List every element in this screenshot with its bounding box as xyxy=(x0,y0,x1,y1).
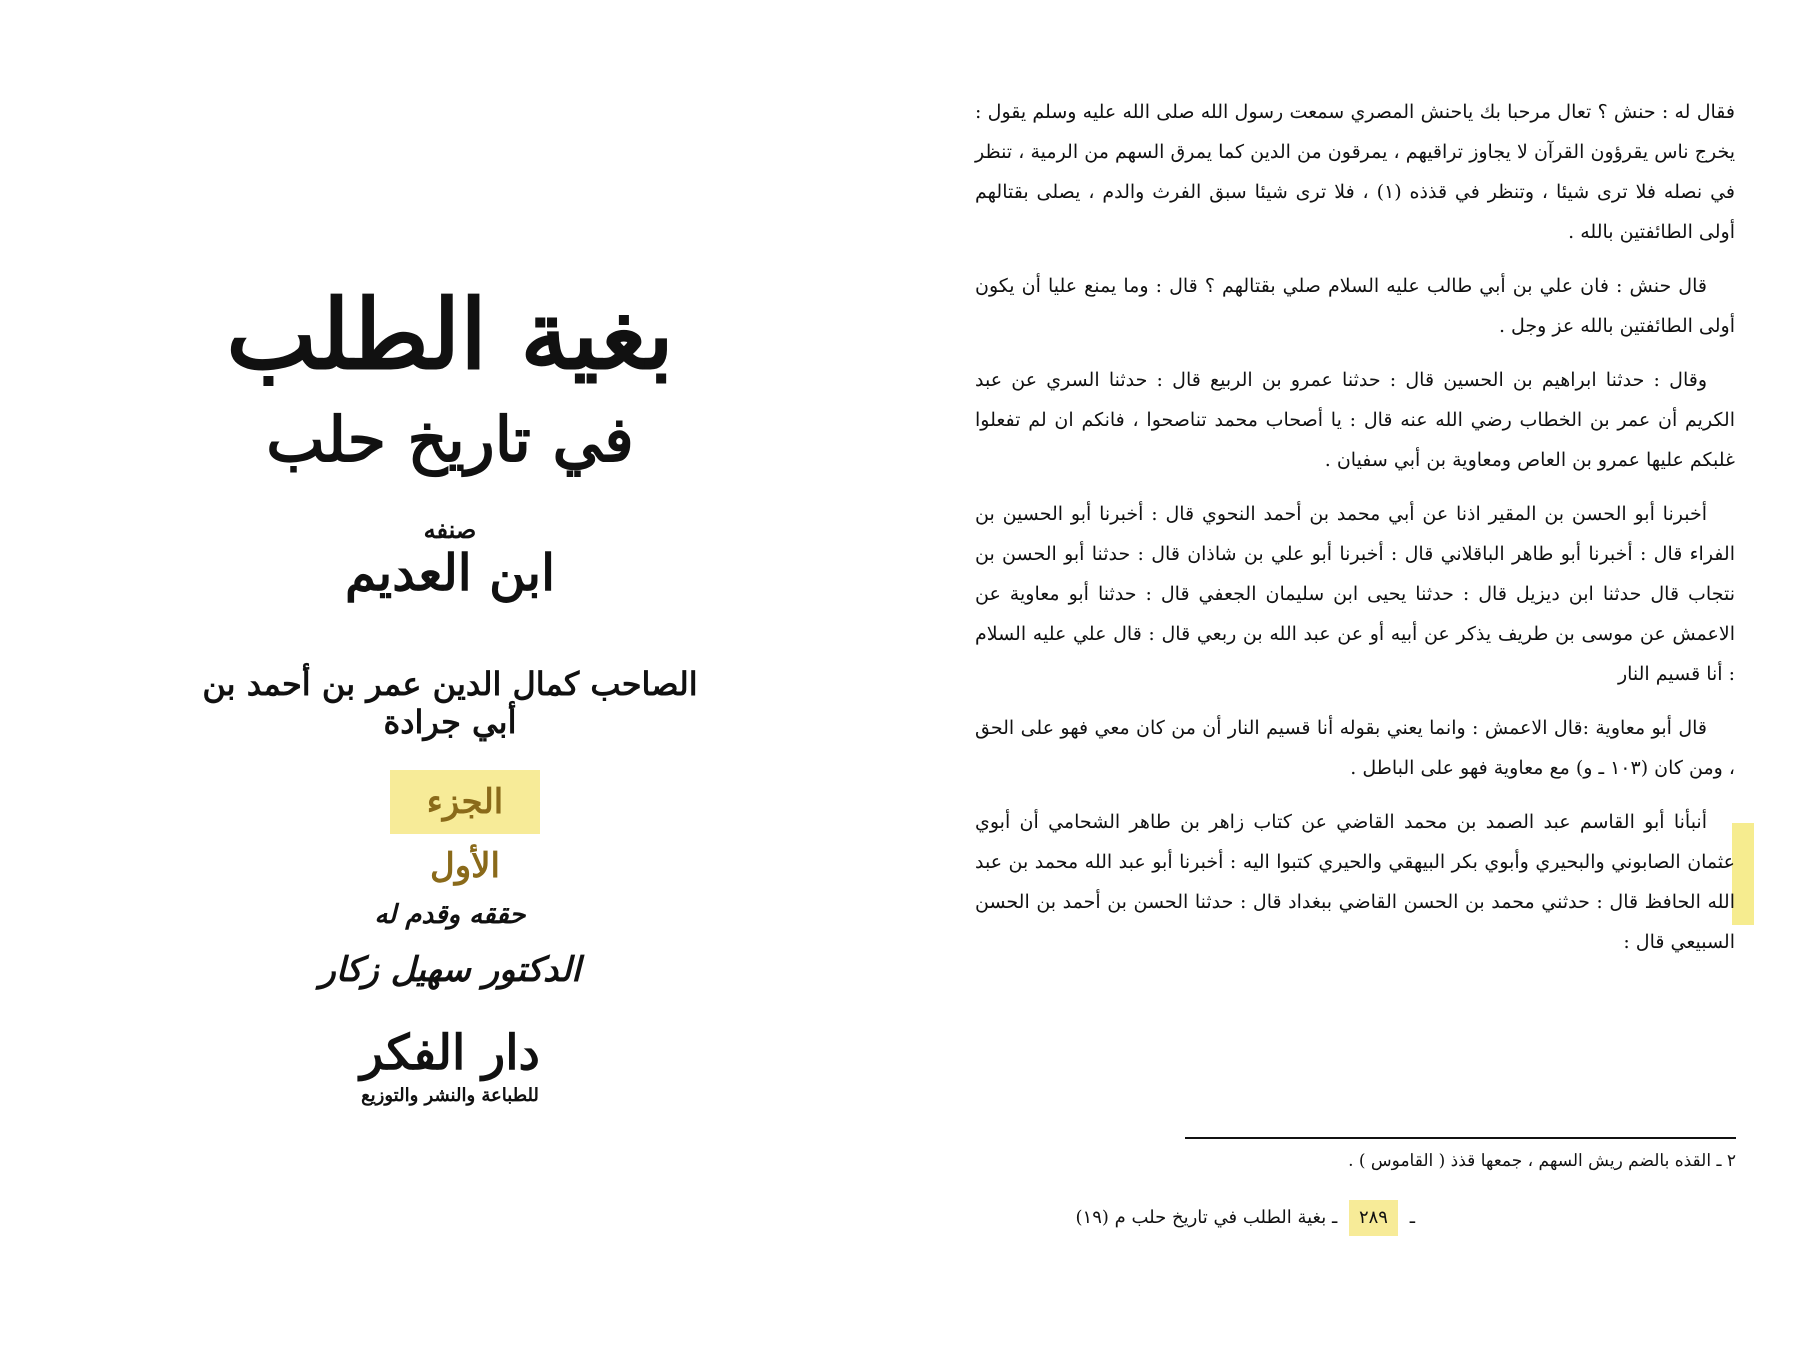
author-name: ابن العديم xyxy=(345,543,555,602)
title-page xyxy=(180,260,720,1140)
paragraph: قال أبو معاوية :قال الاعمش : وانما يعني بقوله أنا قسيم النار أن من كان معي فهو على الحق ، ومن كان (١٠٣ ـ و) مع معاوية فهو على الباطل . xyxy=(975,717,1735,779)
page-footer xyxy=(975,1200,1415,1236)
margin-highlight xyxy=(1732,823,1754,925)
paragraph: أخبرنا أبو الحسن بن المقير اذنا عن أبي محمد بن أحمد النحوي قال : أخبرنا أبو الحسين بن الفراء قال : أخبرنا أبو طاهر الباقلاني قال : أخبرنا أبو علي بن شاذان قال : حدثنا أبو الحسن بن نتجاب قال حدثنا ابن ديزيل قال : حدثنا يحيى ابن سليمان الجعفي قال : حدثنا أبو معاوية عن الاعمش عن موسى بن طريف يذكر عن أبيه أو عن عبد الله بن ربعي قال : قال علي عليه السلام : أنا قسيم النار xyxy=(975,503,1735,685)
footer-dash: ـ xyxy=(1331,1207,1338,1228)
paragraph: وقال : حدثنا ابراهيم بن الحسين قال : حدثنا عمرو بن الربيع قال : حدثنا السري عن عبد الكريم أن عمر بن الخطاب رضي الله عنه قال : يا أصحاب محمد تناصحوا ، فانكم ان لم تفعلوا غلبكم عليها عمرو بن العاص ومعاوية بن أبي سفيان . xyxy=(975,369,1735,471)
paragraph: أنبأنا أبو القاسم عبد الصمد بن محمد القاضي عن كتاب زاهر بن طاهر الشحامي أن أبوي عثمان الصابوني والبحيري وأبوي بكر البيهقي والحيري كتبوا اليه : أخبرنا أبو عبد الله محمد بن عبد الله الحافظ قال : حدثني محمد بن الحسن القاضي ببغداد قال : حدثنا الحسن بن أحمد بن الحسن السبيعي قال : xyxy=(975,811,1735,953)
book-reference: بغية الطلب في تاريخ حلب م (١٩) xyxy=(1075,1207,1327,1228)
footer-dash: ـ xyxy=(1409,1207,1415,1228)
editor-note: حققه وقدم له xyxy=(374,900,526,930)
publisher-logo: دار الفكر xyxy=(360,1025,540,1081)
book-subtitle: في تاريخ حلب xyxy=(266,403,634,476)
compiled-by-label: صنفه xyxy=(423,515,477,544)
paragraph: فقال له : حنش ؟ تعال مرحبا بك ياحنش المصري سمعت رسول الله صلى الله عليه وسلم يقول : يخرج ناس يقرؤون القرآن لا يجاوز تراقيهم ، يمرقون من الدين كما يمرق السهم من الرمية ، تنظر في نصله فلا ترى شيئا ، وتنظر في قذذه (١) ، فلا ترى شيئا سبق الفرث والدم ، يصلى بقتالهم أولى الطائفتين بالله . xyxy=(975,101,1735,243)
book-title: بغية الطلب xyxy=(226,278,674,391)
author-full-name: الصاحب كمال الدين عمر بن أحمد بن أبي جرادة xyxy=(202,665,698,741)
editor-name: الدكتور سهيل زكار xyxy=(319,950,581,990)
footnote: ٢ ـ القذه بالضم ريش السهم ، جمعها قذذ ( القاموس ) . xyxy=(1348,1151,1736,1171)
volume-label: الجزء الأول xyxy=(390,770,540,834)
footnote-divider xyxy=(1185,1137,1736,1139)
text-page xyxy=(975,92,1735,976)
publisher-tagline: للطباعة والنشر والتوزيع xyxy=(361,1085,539,1106)
paragraph: قال حنش : فان علي بن أبي طالب عليه السلام صلي بقتالهم ؟ قال : وما يمنع عليا أن يكون أولى الطائفتين بالله عز وجل . xyxy=(975,275,1735,337)
page-number: ٢٨٩ xyxy=(1349,1200,1398,1236)
